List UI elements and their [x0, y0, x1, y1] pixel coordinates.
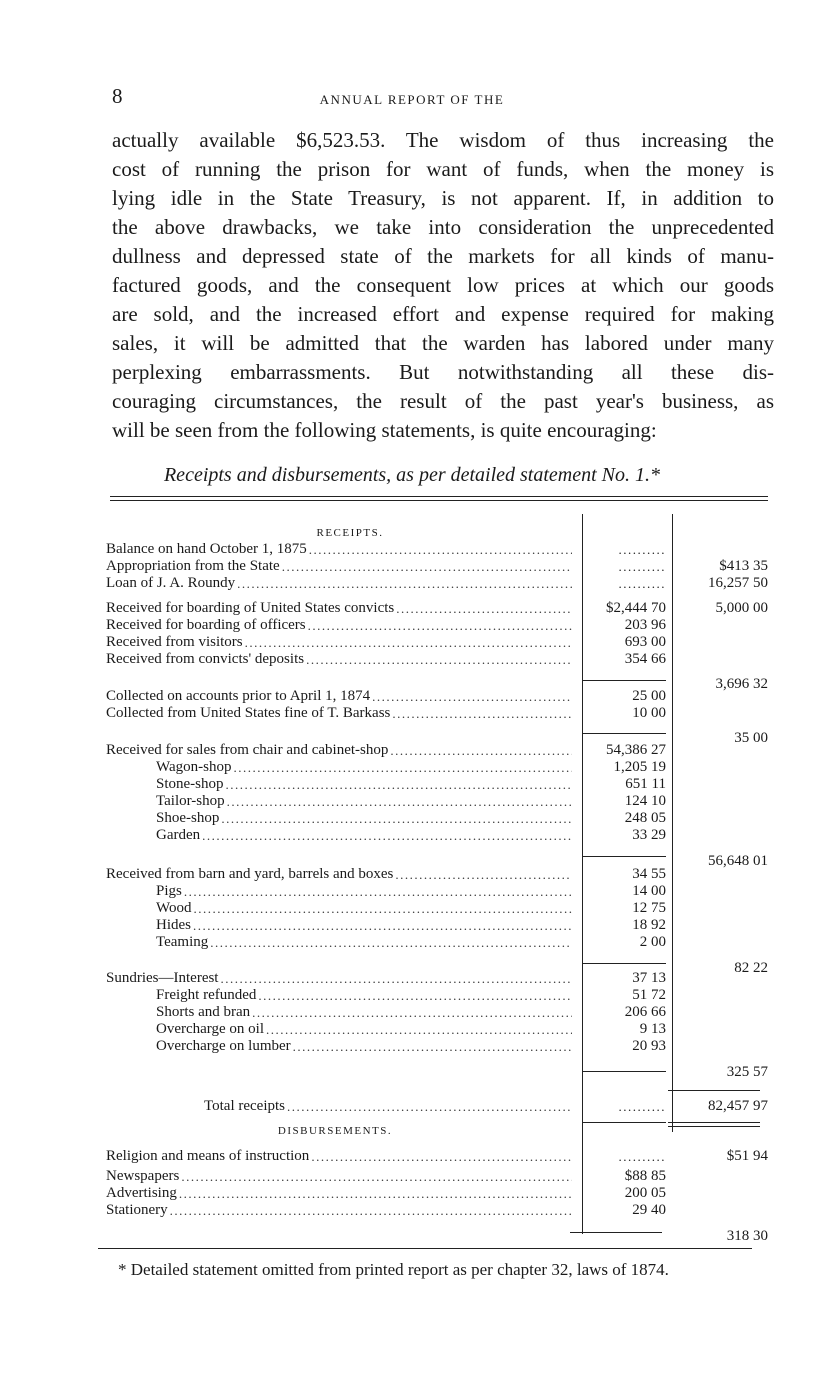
leader-dots: [309, 1148, 572, 1165]
paragraph-line: the above drawbacks, we take into consideration the unprecedented: [112, 215, 774, 239]
amount-cell: [582, 1148, 666, 1166]
total-double-rule-2: [668, 1126, 760, 1127]
row-label-text: Balance on hand October 1, 1875: [106, 541, 307, 557]
leader-dots: [200, 827, 572, 844]
row-label: [106, 742, 572, 759]
table-row: [0, 705, 824, 722]
row-label: [156, 917, 572, 934]
amount-cell: [582, 558, 666, 576]
row-label-text: Total receipts: [204, 1098, 285, 1114]
table-row: [0, 1228, 824, 1245]
row-label: [156, 1004, 572, 1021]
table-row: [0, 541, 824, 558]
row-label: [156, 759, 572, 776]
table-row: [0, 634, 824, 651]
amount-cell: 18 92: [632, 917, 666, 933]
row-label-text: Overcharge on lumber: [156, 1038, 291, 1054]
row-label-text: Wood: [156, 900, 192, 916]
leader-dots: [179, 1168, 572, 1185]
leader-dots: [231, 759, 572, 776]
amount-cell: [582, 541, 666, 559]
table-row: [0, 1038, 824, 1055]
row-label-text: Freight refunded: [156, 987, 257, 1003]
amount-cell: 10 00: [632, 705, 666, 721]
disbursements-heading: DISBURSEMENTS.: [277, 1125, 393, 1137]
amount-cell: 34 55: [632, 866, 666, 882]
row-label: [106, 866, 572, 883]
total-cell: 325 57: [726, 1064, 768, 1080]
leader-dots: ..........: [618, 1099, 666, 1114]
row-label-text: Newspapers: [106, 1168, 180, 1184]
leader-dots: [182, 883, 572, 900]
row-label-text: Stone-shop: [156, 776, 224, 792]
row-label: [106, 541, 572, 558]
table-row: [0, 688, 824, 705]
row-label-text: Received for boarding of United States convicts: [106, 600, 395, 616]
row-label: [106, 651, 572, 668]
paragraph-line: lying idle in the State Treasury, is not apparent. If, in addition to: [112, 186, 774, 210]
table-row: [0, 827, 824, 844]
leader-dots: [390, 705, 572, 722]
total-double-rule: [668, 1122, 760, 1123]
row-label-text: Wagon-shop: [156, 759, 232, 775]
amount-cell: 12 75: [632, 900, 666, 916]
row-label-text: Teaming: [156, 934, 209, 950]
total-rule: [668, 1090, 760, 1091]
row-label: [106, 634, 572, 651]
receipts-heading: RECEIPTS.: [316, 527, 384, 539]
amount-cell: 206 66: [624, 1004, 666, 1020]
row-label: [156, 776, 572, 793]
table-row: [0, 742, 824, 759]
row-label-text: Stationery: [106, 1202, 168, 1218]
row-label-text: Received for boarding of officers: [106, 617, 306, 633]
row-label: [156, 1038, 572, 1055]
table-top-rule: [110, 496, 768, 497]
leader-dots: [177, 1185, 572, 1202]
footnote: * Detailed statement omitted from printed report as per chapter 32, laws of 1874.: [118, 1260, 669, 1279]
table-row: [0, 1148, 824, 1165]
leader-dots: [306, 617, 572, 634]
row-label: [106, 688, 572, 705]
row-label-text: Received from visitors: [106, 634, 243, 650]
subtotal-rule: [582, 856, 666, 857]
total-cell: 16,257 50: [708, 575, 768, 591]
amount-cell: 651 11: [625, 776, 666, 792]
subtotal-rule: [582, 680, 666, 681]
paragraph-line: will be seen from the following statements, is quite encouraging:: [112, 418, 657, 442]
amount-cell: 2 00: [639, 934, 666, 950]
amount-cell: 354 66: [624, 651, 666, 667]
amount-cell: 693 00: [624, 634, 666, 650]
table-row: [0, 1064, 824, 1081]
row-label: [156, 827, 572, 844]
table-row: [0, 575, 824, 592]
row-label: [106, 1185, 572, 1202]
row-label-text: Hides: [156, 917, 191, 933]
running-header: ANNUAL REPORT OF THE: [319, 92, 505, 107]
leader-dots: [218, 970, 572, 987]
leader-dots: [280, 558, 572, 575]
row-label: [156, 900, 572, 917]
total-cell: 56,648 01: [708, 853, 768, 869]
total-cell: 3,696 32: [715, 676, 768, 692]
subtotal-rule: [570, 1232, 662, 1233]
paragraph-line: cost of running the prison for want of funds, when the money is: [112, 157, 774, 181]
amount-cell: $88 85: [624, 1168, 666, 1184]
amount-cell: [582, 575, 666, 593]
row-label-text: Overcharge on oil: [156, 1021, 265, 1037]
leader-dots: [235, 575, 572, 592]
amount-cell: 14 00: [632, 883, 666, 899]
amount-cell: 20 93: [632, 1038, 666, 1054]
leader-dots: [307, 541, 572, 558]
leader-dots: [225, 793, 572, 810]
leader-dots: [256, 987, 572, 1004]
paragraph-line: factured goods, and the consequent low prices at which our goods: [112, 273, 774, 297]
paragraph-line: couraging circumstances, the result of the past year's business, as: [112, 389, 774, 413]
leader-dots: [250, 1004, 572, 1021]
paragraph-line: are sold, and the increased effort and expense required for making: [112, 302, 774, 326]
leader-dots: [394, 600, 572, 617]
table-row: [0, 970, 824, 987]
amount-cell: 124 10: [624, 793, 666, 809]
row-label-text: Sundries—Interest: [106, 970, 219, 986]
table-row: [0, 1021, 824, 1038]
paragraph-line: perplexing embarrassments. But notwithstanding all these dis-: [112, 360, 774, 384]
total-cell: 82,457 97: [708, 1098, 768, 1114]
table-row: [0, 558, 824, 575]
row-label-text: Collected from United States fine of T. Barkass: [106, 705, 391, 721]
table-row: [0, 934, 824, 951]
row-label: [106, 575, 572, 592]
table-row: [0, 1202, 824, 1219]
table-row: [0, 1004, 824, 1021]
total-cell: 35 00: [734, 730, 768, 746]
leader-dots: [191, 900, 572, 917]
subtotal-rule: [582, 1122, 666, 1123]
leader-dots: [243, 634, 572, 651]
table-row: [0, 883, 824, 900]
paragraph-line: sales, it will be admitted that the warden has labored under many: [112, 331, 774, 355]
table-row: [0, 900, 824, 917]
row-label-text: Appropriation from the State: [106, 558, 280, 574]
table-top-rule-2: [110, 500, 768, 501]
row-label: [156, 883, 572, 900]
total-cell: $51 94: [726, 1148, 768, 1164]
subtotal-rule: [582, 963, 666, 964]
total-cell: 5,000 00: [715, 600, 768, 616]
row-label: [106, 970, 572, 987]
row-label-text: Tailor-shop: [156, 793, 225, 809]
amount-cell: 25 00: [632, 688, 666, 704]
body-paragraph: [112, 126, 774, 445]
row-label-text: Advertising: [106, 1185, 177, 1201]
row-label: [156, 934, 572, 951]
table-row: [0, 1185, 824, 1202]
leader-dots: [224, 776, 573, 793]
row-label-text: Garden: [156, 827, 201, 843]
subtotal-rule: [582, 733, 666, 734]
amount-cell: 29 40: [632, 1202, 666, 1218]
leader-dots: [168, 1202, 572, 1219]
row-label: [156, 1021, 572, 1038]
total-cell: 318 30: [726, 1228, 768, 1244]
amount-cell: 248 05: [624, 810, 666, 826]
row-label: [106, 1168, 572, 1185]
row-label-text: Received from barn and yard, barrels and boxes: [106, 866, 394, 882]
table-row: [0, 866, 824, 883]
leader-dots: ..........: [618, 1149, 666, 1164]
row-label-text: Collected on accounts prior to April 1, 1874: [106, 688, 371, 704]
row-label: [106, 1202, 572, 1219]
leader-dots: [393, 866, 572, 883]
table-row: [0, 1168, 824, 1185]
amount-cell: 51 72: [632, 987, 666, 1003]
table-row: [0, 1098, 824, 1115]
row-label-text: Pigs: [156, 883, 182, 899]
leader-dots: [208, 934, 572, 951]
leader-dots: [370, 688, 572, 705]
leader-dots: ..........: [618, 542, 666, 557]
total-cell: $413 35: [719, 558, 768, 574]
leader-dots: [388, 742, 572, 759]
table-row: [0, 600, 824, 617]
paragraph-line: actually available $6,523.53. The wisdom of thus increasing the: [112, 128, 774, 152]
row-label: [156, 793, 572, 810]
leader-dots: [264, 1021, 572, 1038]
leader-dots: [304, 651, 572, 668]
table-row: [0, 987, 824, 1004]
row-label: [156, 987, 572, 1004]
table-row: [0, 617, 824, 634]
amount-cell: [582, 1098, 666, 1116]
amount-cell: 33 29: [632, 827, 666, 843]
row-label: [106, 1148, 572, 1165]
amount-cell: 9 13: [639, 1021, 666, 1037]
leader-dots: [291, 1038, 572, 1055]
paragraph-line: dullness and depressed state of the markets for all kinds of manu-: [112, 244, 774, 268]
row-label-text: Loan of J. A. Roundy: [106, 575, 236, 591]
row-label-text: Shorts and bran: [156, 1004, 251, 1020]
table-row: [0, 917, 824, 934]
page-number: 8: [112, 84, 123, 108]
table-row: [0, 810, 824, 827]
leader-dots: ..........: [618, 559, 666, 574]
table-row: [0, 776, 824, 793]
table-row: [0, 793, 824, 810]
table-row: [0, 759, 824, 776]
amount-cell: $2,444 70: [606, 600, 666, 616]
amount-cell: 203 96: [624, 617, 666, 633]
total-cell: 82 22: [734, 960, 768, 976]
leader-dots: [191, 917, 572, 934]
row-label: [106, 617, 572, 634]
table-row: [0, 651, 824, 668]
amount-cell: 37 13: [632, 970, 666, 986]
leader-dots: ..........: [618, 576, 666, 591]
row-label-text: Religion and means of instruction: [106, 1148, 310, 1164]
row-label-text: Received from convicts' deposits: [106, 651, 305, 667]
row-label: [106, 705, 572, 722]
subtotal-rule: [582, 1071, 666, 1072]
amount-cell: 54,386 27: [606, 742, 666, 758]
leader-dots: [219, 810, 572, 827]
row-label-text: Shoe-shop: [156, 810, 220, 826]
table-caption: Receipts and disbursements, as per detailed statement No. 1.*: [163, 464, 661, 486]
row-label: [204, 1098, 572, 1115]
row-label-text: Received for sales from chair and cabinet-shop: [106, 742, 389, 758]
leader-dots: [285, 1098, 572, 1115]
amount-cell: 1,205 19: [613, 759, 666, 775]
amount-cell: 200 05: [624, 1185, 666, 1201]
footnote-rule: [98, 1248, 752, 1249]
row-label: [156, 810, 572, 827]
row-label: [106, 558, 572, 575]
row-label: [106, 600, 572, 617]
